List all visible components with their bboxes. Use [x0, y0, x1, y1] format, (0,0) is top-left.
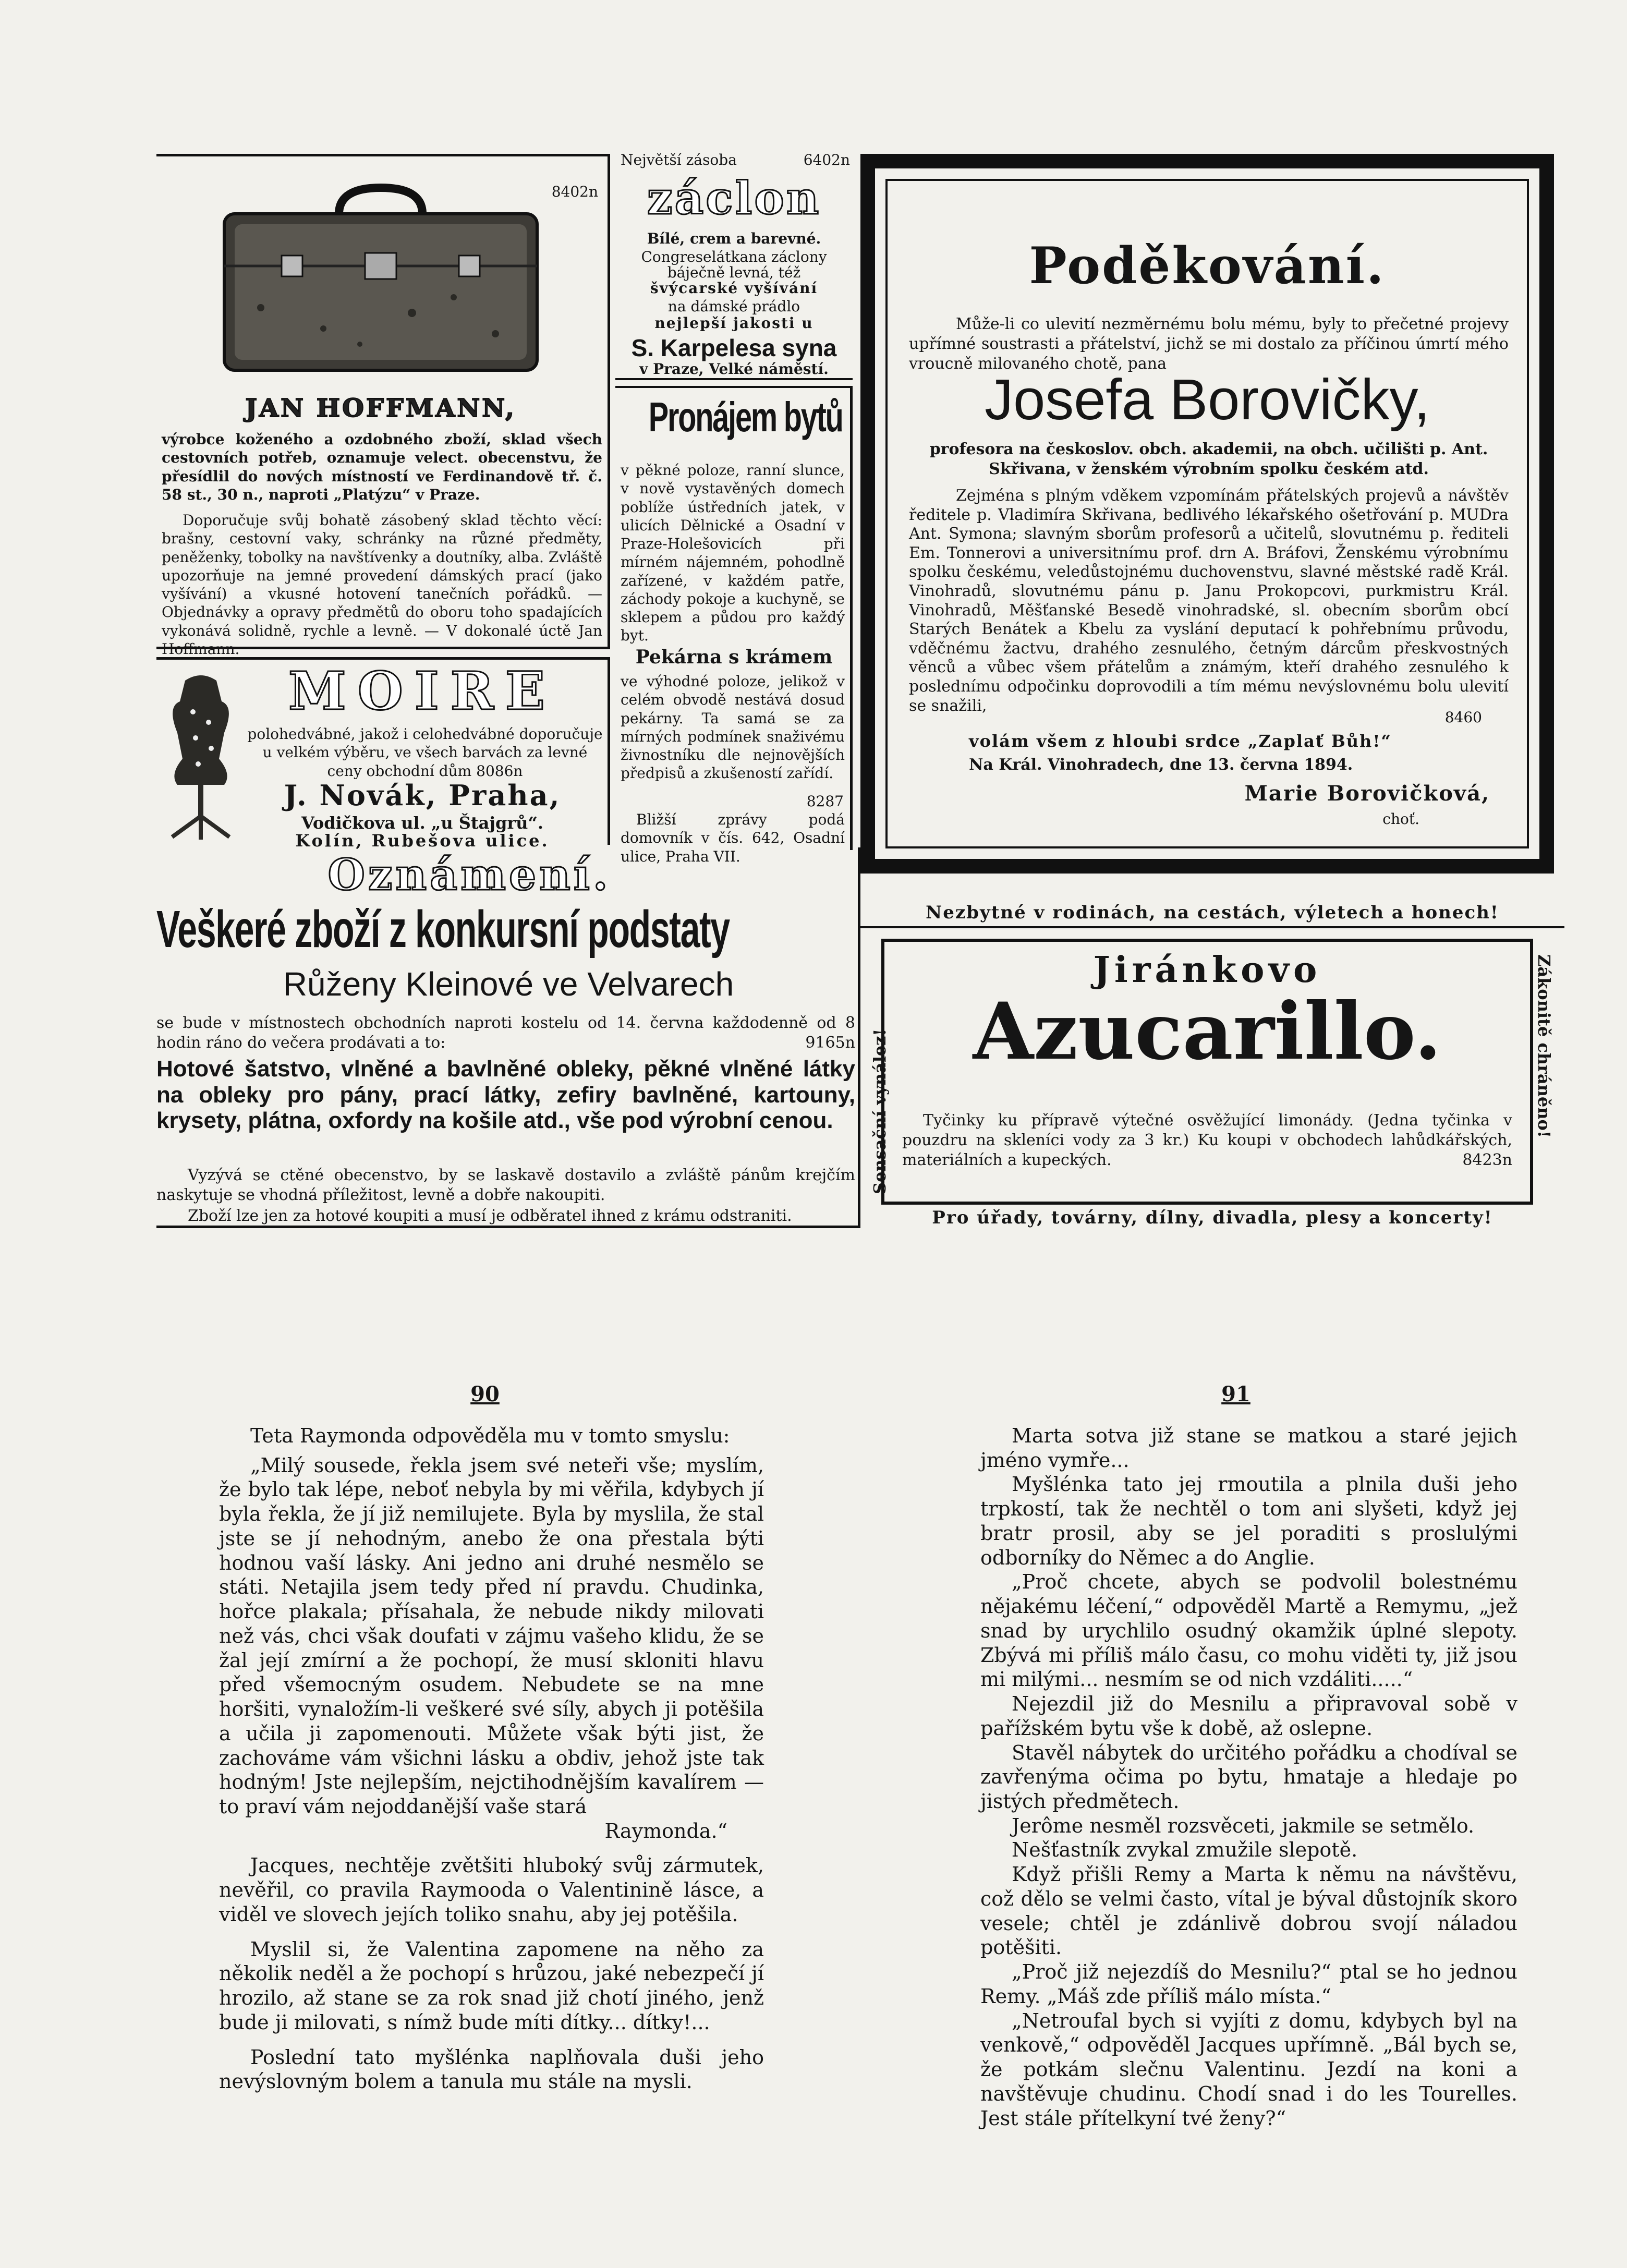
moire-street: Vodičkova ul. „u Štajgrů“.: [301, 813, 543, 833]
podekovani-body: Zejména s plným vděkem vzpomínám přátelských projevů a návštěv ředitele p. Vladimíra Skřivana, bedlivého lékařského ošetřování p. MUDra Ant. Symona; slavným sborům profesorů a učitelů, slovutnému p. řediteli Em. Tonnerovi a universitnímu prof. drn A. Bráfovi, Ženskému výrobnímu spolku českému, veledůstojnému duchovenstvu, slavné městské radě Král. Vinohradů, slovutnému pánu p. Janu Prokopcovi, purkmistru Král. Vinohradů, Měšťanské Besedě vinohradské, sl. obecním sborům obcí Starých Benátek a Kbelu za vyslání deputací k pohřebnímu průvodu, vděčnému žactvu, drahého zesnulého, četným dárcům přeskvostných věnců a vůbec všem přátelům a známým, kteří drahého zesnulého k poslednímu odpočinku doprovodili a tím mému nevýslovnému bolu ulevití se snažili,: [909, 487, 1509, 715]
paragraph: Jerôme nesměl rozsvěceti, jakmile se setmělo.: [1012, 1814, 1475, 1837]
zaclony-firm: S. Karpelesa syna: [631, 334, 837, 361]
paragraph: „Milý sousede, řekla jsem své neteři vše; myslím, že bylo tak lépe, neboť nebyla by mi věřila, kdybych jí byla řekla, že jí již nemilujete. Byla by myslila, že stal jste se jí nehodným, anebo že ona přestala býti hodnou vaší lásky. Ani jedno ani druhé nesmělo se státi. Netajila jsem tedy před ní pravdu. Chudinka, hořce plakala; přísahala, že nebude nikdy milovati než vás, chci však doufati v zájmu vašeho klidu, že se žal její zmírní a že pochopí, že musí skloniti hlavu před všemocným osudem. Nebudete se na mne horšiti, vynaložím-li veškeré své síly, abych ji potěšila a učila ji zapomenouti. Můžete však býti jist, že zachováme vám všichni lásku a obdiv, jehož jste tak hodným! Jste nejlepším, nejctihodnějším kavalírem — to praví vám nejoddanější vaše stará: [219, 1453, 764, 1818]
podekovani-signature: Marie Borovičková,: [1244, 781, 1490, 806]
zaclony-line6: nejlepší jakosti u: [654, 314, 814, 332]
hoffmann-name: JAN HOFFMANN,: [245, 394, 516, 423]
zaclony-line5: na dámské prádlo: [667, 298, 800, 315]
dress-form-icon: [162, 670, 240, 842]
moire-title: MOIRE: [288, 660, 556, 722]
hoffmann-intro: výrobce koženého a ozdobného zboží, sklad všech cestovních potřeb, oznamuje velect. obecenstvu, že přesídlil do nových místností ve Ferdinandově tř. č. 58 st., 30 n., naproti „Platýzu“ v Praze.: [162, 431, 602, 503]
oznameni-ad: [156, 847, 860, 1228]
oznameni-line2: Růženy Kleinové ve Velvarech: [283, 965, 734, 1003]
oznameni-line4: Hotové šatstvo, vlněné a bavlněné obleky, pěkné vlněné látky na obleky pro pány, prací látky, zefiry bavlněné, kartouny, krysety, plátna, oxfordy na košile atd., vše pod výrobní cenou.: [156, 1056, 855, 1134]
podekovani-signature-role: choť.: [1382, 810, 1419, 828]
podekovani-date: Na Král. Vinohradech, dne 13. června 1894.: [969, 756, 1353, 774]
pronajem-ad: [615, 386, 853, 865]
pronajem-body: v pěkné poloze, ranní slunce, v nově vystavěných domech poblíže ústředních jatek, v ulicích Dělnické a Osadní v Praze-Holešovicích při mírném nájemném, pohodlně zařízené, v každém patře, záchody pokoje a kuchyně, se sklepem a půdou pro každý byt.: [621, 462, 845, 645]
paragraph: Stavěl nábytek do určitého pořádku a chodíval se zavřenýma očima po bytu, hmataje a hledaje po jistých předmětech.: [980, 1741, 1517, 1813]
paragraph: Marta sotva již stane se matkou a staré jejich jméno vymře...: [980, 1424, 1517, 1472]
paragraph: „Proč již nejezdíš do Mesnilu?“ ptal se ho jednou Remy. „Máš zde příliš málo místa.“: [980, 1960, 1517, 2008]
azucarillo-ad: [860, 902, 1564, 1236]
paragraph: Teta Raymonda odpověděla mu v tomto smyslu:: [250, 1424, 730, 1447]
suitcase-illustration: [203, 177, 558, 386]
zaclony-addr: v Praze, Velké náměstí.: [615, 360, 853, 380]
right-page-number: 91: [1221, 1382, 1250, 1406]
paragraph: Myslil si, že Valentina zapomene na něho za několik neděl a že pochopí s hrůzou, jaké nebezpečí jí hrozilo, až stane se za rok snad již chotí jiného, jenž bude ji milovati, s nímž bude míti dítky... dítky!...: [219, 1937, 764, 2034]
moire-branch: Kolín, Rubešova ulice.: [295, 831, 550, 851]
zaclony-title: záclon: [647, 172, 821, 225]
left-page-text: [219, 1424, 764, 2094]
oznameni-line6: Zboží lze jen za hotové koupiti a musí je odběratel ihned z krámu odstraniti.: [188, 1207, 792, 1225]
azucarillo-top-slogan: Nezbytné v rodinách, na cestách, výletech a honech!: [860, 902, 1564, 928]
left-page-number: 90: [470, 1382, 500, 1406]
pronajem-contact: Bližší zprávy podá domovník v čís. 642, Osadní ulice, Praha VII.: [621, 811, 845, 865]
moire-firm: J. Novák, Praha,: [284, 779, 561, 812]
zaclony-line1: Bílé, crem a barevné.: [647, 230, 821, 247]
azucarillo-bottom-slogan: Pro úřady, továrny, dílny, divadla, plesy a koncerty!: [932, 1207, 1493, 1228]
paragraph: Nešťastník zvykal zmužile slepotě.: [1012, 1838, 1358, 1862]
hoffmann-ad: [156, 154, 610, 658]
podekovani-intro: Může-li co ulevití nezměrnému bolu mému, byly to přečetné projevy upřímné soustrasti a přátelství, jichž se mi dostalo za příčinou úmrtí mého vroucně milovaného chotě, pana: [909, 315, 1509, 373]
pronajem-code: 8287: [806, 793, 844, 810]
azucarillo-title: Azucarillo.: [973, 986, 1442, 1077]
paragraph: Myšlénka tato jej rmoutila a plnila duši jeho trpkostí, tak že nechtěl o tom ani slyšeti, když jej bratr prosil, aby se jel poraditi s proslulými odborníky do Němec a do Anglie.: [980, 1473, 1517, 1569]
azucarillo-right-label: Zákonitě chráněno!: [1534, 954, 1554, 1138]
hoffmann-body: Doporučuje svůj bohatě zásobený sklad těchto věcí: brašny, cestovní vaky, schránky na různé předměty, peněženky, tobolky na navštívenky a doutníky, alba. Zvláště upozorňuje na jemné provedení dámských prací (jako vyšívání) a vkusné hotovení tanečních pořádků. — Objednávky a opravy předmětů do oboru toho spadajících vykonává solidně, rychle a levně. — V dokonalé úctě Jan Hoffmann.: [162, 512, 602, 658]
podekovani-name: Josefa Borovičky,: [985, 368, 1430, 432]
oznameni-line1: Veškeré zboží z konkursní podstaty: [156, 900, 730, 959]
zaclony-line2: Congreselátkana záclony: [641, 248, 827, 265]
zaclony-ad: [615, 151, 853, 381]
paragraph: „Proč chcete, abych se podvolil bolestnému nějakému léčení,“ odpověděl Martě a Remymu, „jež snad by urychlilo osudný okamžik úplné slepoty. Zbývá mi příliš málo času, co mohu viděti ty, již jsou mi milými... nesmím se od nich vzdáliti.....“: [980, 1570, 1517, 1691]
oznameni-line5: Vyzývá se ctěné obecenstvo, by se laskavě dostavilo a zvláště pánům krejčím naskytuje se vhodná příležitost, levně a dobře nakoupiti.: [156, 1166, 855, 1204]
right-page-text: [980, 1424, 1517, 2130]
zaclony-line4: švýcarské vyšívání: [650, 280, 818, 297]
podekovani-title: Poděkování.: [1029, 236, 1386, 295]
oznameni-title: Oznámení.: [327, 850, 611, 900]
hoffmann-code: 8402n: [551, 183, 598, 200]
oznameni-line3: se bude v místnostech obchodních naproti kostelu od 14. června každodenně od 8 hodin ráno do večera prodávati a to: 9165n: [156, 1014, 855, 1052]
moire-body: polohedvábné, jakož i celohedvábné doporučuje u velkém výběru, ve všech barvách za levné ceny obchodní dům 8086n: [247, 725, 603, 780]
pronajem-body2: ve výhodné poloze, jelikož v celém obvodě nestává dosud pekárny. Ta samá se za mírných podmínek snaživému živnostníku dle nejnovějších předpisů a zkušeností zařídí.: [621, 673, 845, 782]
paragraph: Raymonda.“: [604, 1819, 727, 1842]
paragraph: Poslední tato myšlénka naplňovala duši jeho nevýslovným bolem a tanula mu stále na mysli.: [219, 2045, 764, 2093]
podekovani-call: volám všem z hloubi srdce „Zaplať Bůh!“: [969, 731, 1392, 751]
paragraph: Když přišli Remy a Marta k němu na návštěvu, což dělo se velmi často, vítal je býval důstojník skoro vesele; chtěl je zdánlivě dobrou svojí náladou potěšiti.: [980, 1863, 1517, 1959]
zaclony-line3: báječně levná, též: [667, 264, 801, 281]
pronajem-sub: Pekárna s krámem: [635, 646, 833, 668]
azucarillo-brand: Jiránkovo: [1093, 949, 1321, 991]
paragraph: Nejezdil již do Mesnilu a připravoval sobě v pařížském bytu vše k době, až oslepne.: [980, 1692, 1517, 1740]
azucarillo-body: Tyčinky ku přípravě výtečné osvěžující limonády. (Jedna tyčinka v pouzdru na skleníci vody za 3 kr.) Ku koupi v obchodech lahůdkářských, materiálních a kupeckých. 8423n: [902, 1111, 1512, 1169]
podekovani-role: profesora na českoslov. obch. akademii, na obch. učilišti p. Ant. Skřivana, v ženském výrobním spolku českém atd.: [929, 440, 1488, 478]
azucarillo-left-label: Sensační vynález!: [870, 1028, 890, 1194]
paragraph: Jacques, nechtěje zvětšiti hluboký svůj zármutek, nevěřil, co pravila Raymooda o Valentinině lásce, a viděl ve slovech jejích toliko snahu, aby jej potěšila.: [219, 1854, 764, 1926]
podekovani-code: 8460: [1444, 709, 1482, 726]
paragraph: „Netroufal bych si vyjíti z domu, kdybych byl na venkově,“ odpověděl Jacques upřímně. „Bál bych se, že potkám slečnu Valentinu. Jezdí na koni a navštěvuje chudinu. Chodí snad i do les Tourelles. Jest stále přítelkyní tvé ženy?“: [980, 2009, 1517, 2130]
pronajem-title: Pronájem bytů: [648, 394, 843, 440]
podekovani-ad: [860, 154, 1554, 874]
zaclony-top: Největší zásoba 6402n: [621, 151, 850, 168]
moire-ad: [156, 657, 610, 851]
